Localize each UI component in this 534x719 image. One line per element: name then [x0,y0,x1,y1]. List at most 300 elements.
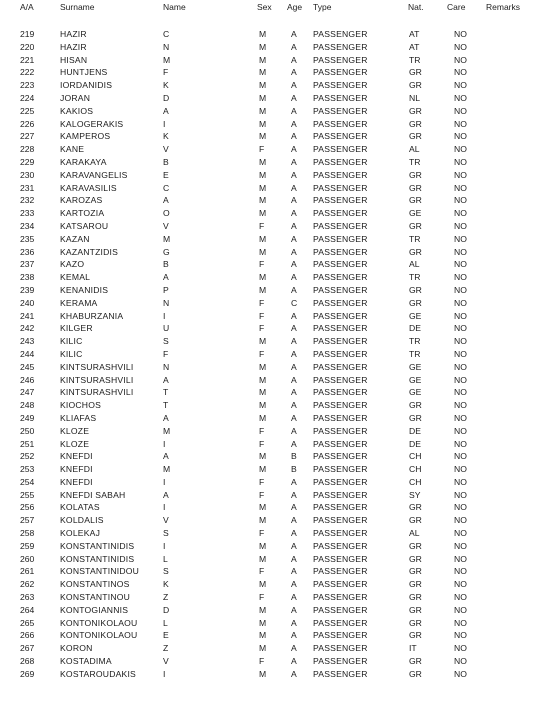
cell-surname: KOSTAROUDAKIS [60,668,136,679]
table-row [0,348,534,361]
cell-aa: 247 [20,387,35,398]
cell-name: N [163,297,170,308]
table-row [0,284,534,297]
cell-name: S [163,336,169,347]
cell-age: A [291,156,297,167]
cell-surname: KAZO [60,259,85,270]
cell-age: A [291,604,297,615]
cell-sex: M [259,156,267,167]
table-row [0,489,534,502]
cell-type: PASSENGER [313,105,368,116]
cell-care: NO [454,502,467,513]
cell-care: NO [454,29,467,39]
header-name: Name [163,2,186,12]
cell-surname: KOLEKAJ [60,528,101,539]
cell-age: A [291,131,297,142]
cell-age: A [291,540,297,551]
cell-sex: M [259,67,267,78]
cell-nat: GR [409,502,422,513]
cell-name: N [163,361,170,372]
header-aa: A/A [20,2,34,12]
cell-age: A [291,144,297,155]
cell-type: PASSENGER [313,476,368,487]
cell-sex: M [259,29,267,39]
cell-name: A [163,105,169,116]
cell-type: PASSENGER [313,566,368,577]
cell-nat: TR [409,348,421,359]
cell-care: NO [454,412,467,423]
cell-surname: KAKIOS [60,105,94,116]
cell-care: NO [454,374,467,385]
cell-care: NO [454,425,467,436]
cell-name: M [163,54,171,65]
cell-name: A [163,489,169,500]
cell-name: M [163,425,171,436]
cell-care: NO [454,451,467,462]
cell-name: P [163,284,169,295]
cell-type: PASSENGER [313,92,368,103]
cell-aa: 258 [20,528,35,539]
header-type: Type [313,2,332,12]
cell-nat: GR [409,630,422,641]
cell-sex: M [259,118,267,129]
cell-sex: F [259,310,265,321]
cell-surname: KENANIDIS [60,284,109,295]
cell-name: O [163,208,170,219]
cell-care: NO [454,67,467,78]
cell-sex: M [259,246,267,257]
cell-sex: M [259,41,267,52]
cell-nat: GR [409,604,422,615]
cell-age: A [291,54,297,65]
cell-name: V [163,656,169,667]
cell-aa: 253 [20,464,35,475]
cell-type: PASSENGER [313,643,368,654]
cell-care: NO [454,156,467,167]
cell-name: T [163,400,169,411]
cell-aa: 228 [20,144,35,155]
cell-aa: 234 [20,220,35,231]
cell-type: PASSENGER [313,208,368,219]
cell-name: F [163,348,169,359]
cell-sex: M [259,361,267,372]
cell-sex: F [259,348,265,359]
cell-name: E [163,169,169,180]
cell-age: B [291,464,297,475]
cell-care: NO [454,400,467,411]
table-row [0,386,534,399]
cell-sex: M [259,54,267,65]
cell-aa: 229 [20,156,35,167]
cell-care: NO [454,284,467,295]
cell-sex: F [259,144,265,155]
cell-nat: GR [409,105,422,116]
cell-type: PASSENGER [313,284,368,295]
cell-sex: M [259,400,267,411]
cell-surname: KONSTANTINOU [60,592,131,603]
cell-age: A [291,105,297,116]
cell-care: NO [454,323,467,334]
cell-sex: M [259,284,267,295]
cell-nat: GR [409,400,422,411]
cell-age: A [291,502,297,513]
cell-surname: KONTONIKOLAOU [60,630,138,641]
cell-nat: AL [409,259,420,270]
cell-surname: KILIC [60,336,83,347]
cell-type: PASSENGER [313,195,368,206]
cell-sex: F [259,259,265,270]
cell-sex: F [259,566,265,577]
cell-age: A [291,579,297,590]
cell-sex: M [259,387,267,398]
cell-aa: 259 [20,540,35,551]
cell-nat: GR [409,284,422,295]
cell-name: A [163,195,169,206]
cell-care: NO [454,566,467,577]
cell-name: F [163,67,169,78]
header-age: Age [287,2,303,12]
table-header [0,2,534,16]
cell-aa: 260 [20,553,35,564]
table-row [0,233,534,246]
cell-type: PASSENGER [313,246,368,257]
cell-care: NO [454,438,467,449]
cell-aa: 242 [20,323,35,334]
cell-aa: 220 [20,41,35,52]
cell-sex: F [259,476,265,487]
cell-care: NO [454,592,467,603]
table-row [0,629,534,642]
table-row [0,501,534,514]
cell-nat: GR [409,80,422,91]
cell-nat: AL [409,144,420,155]
cell-care: NO [454,80,467,91]
cell-type: PASSENGER [313,220,368,231]
cell-type: PASSENGER [313,310,368,321]
cell-name: I [163,438,166,449]
cell-name: S [163,566,169,577]
cell-age: A [291,208,297,219]
cell-sex: M [259,272,267,283]
header-care: Care [447,2,466,12]
cell-care: NO [454,41,467,52]
cell-surname: KAZANTZIDIS [60,246,119,257]
cell-surname: KANE [60,144,85,155]
cell-surname: KHABURZANIA [60,310,124,321]
table-row [0,105,534,118]
table-row [0,527,534,540]
cell-sex: M [259,374,267,385]
cell-aa: 227 [20,131,35,142]
cell-aa: 248 [20,400,35,411]
cell-aa: 241 [20,310,35,321]
table-row [0,258,534,271]
cell-age: A [291,489,297,500]
cell-name: L [163,553,168,564]
cell-nat: GR [409,246,422,257]
cell-age: A [291,195,297,206]
cell-aa: 262 [20,579,35,590]
cell-age: A [291,259,297,270]
cell-nat: TR [409,272,421,283]
cell-name: K [163,80,169,91]
cell-care: NO [454,118,467,129]
cell-nat: GR [409,297,422,308]
cell-sex: F [259,656,265,667]
cell-age: A [291,323,297,334]
table-row [0,66,534,79]
cell-aa: 269 [20,668,35,679]
cell-name: N [163,41,170,52]
cell-age: B [291,451,297,462]
cell-surname: KINTSURASHVILI [60,374,134,385]
cell-type: PASSENGER [313,131,368,142]
cell-name: V [163,515,169,526]
table-row [0,476,534,489]
cell-type: PASSENGER [313,374,368,385]
cell-aa: 246 [20,374,35,385]
cell-name: D [163,604,170,615]
cell-sex: M [259,233,267,244]
cell-type: PASSENGER [313,412,368,423]
cell-surname: KAZAN [60,233,90,244]
cell-type: PASSENGER [313,387,368,398]
cell-type: PASSENGER [313,592,368,603]
cell-surname: KALOGERAKIS [60,118,124,129]
table-row [0,578,534,591]
cell-care: NO [454,630,467,641]
cell-surname: KAMPEROS [60,131,111,142]
cell-surname: KLOZE [60,438,90,449]
cell-type: PASSENGER [313,272,368,283]
cell-sex: M [259,80,267,91]
cell-sex: F [259,438,265,449]
cell-nat: DE [409,438,421,449]
cell-name: U [163,323,170,334]
cell-nat: CH [409,451,422,462]
cell-sex: M [259,643,267,654]
cell-care: NO [454,297,467,308]
cell-name: I [163,476,166,487]
cell-surname: KONTONIKOLAOU [60,617,138,628]
cell-care: NO [454,656,467,667]
cell-care: NO [454,553,467,564]
cell-age: A [291,336,297,347]
cell-type: PASSENGER [313,54,368,65]
cell-sex: F [259,323,265,334]
cell-nat: GR [409,566,422,577]
table-row [0,156,534,169]
cell-care: NO [454,54,467,65]
cell-age: A [291,438,297,449]
cell-age: A [291,566,297,577]
cell-name: I [163,668,166,679]
cell-sex: F [259,592,265,603]
cell-surname: KARTOZIA [60,208,105,219]
table-row [0,540,534,553]
cell-nat: GE [409,374,422,385]
cell-age: A [291,592,297,603]
cell-nat: GE [409,361,422,372]
cell-sex: M [259,617,267,628]
cell-care: NO [454,464,467,475]
cell-aa: 255 [20,489,35,500]
cell-type: PASSENGER [313,233,368,244]
cell-age: A [291,387,297,398]
cell-type: PASSENGER [313,540,368,551]
cell-sex: M [259,131,267,142]
cell-name: S [163,528,169,539]
cell-surname: KARAVANGELIS [60,169,128,180]
cell-care: NO [454,515,467,526]
table-row [0,604,534,617]
cell-aa: 238 [20,272,35,283]
header-surname: Surname [60,2,95,12]
cell-care: NO [454,540,467,551]
cell-aa: 254 [20,476,35,487]
passenger-table-body [0,28,534,681]
cell-age: A [291,476,297,487]
cell-care: NO [454,169,467,180]
cell-type: PASSENGER [313,464,368,475]
table-row [0,207,534,220]
cell-aa: 222 [20,67,35,78]
table-row [0,28,534,41]
cell-type: PASSENGER [313,297,368,308]
table-row [0,361,534,374]
cell-name: I [163,118,166,129]
cell-age: A [291,233,297,244]
cell-type: PASSENGER [313,323,368,334]
cell-age: A [291,41,297,52]
cell-aa: 267 [20,643,35,654]
cell-care: NO [454,208,467,219]
cell-surname: KONSTANTINIDOU [60,566,140,577]
cell-name: Z [163,592,169,603]
header-sex: Sex [257,2,272,12]
cell-sex: F [259,489,265,500]
cell-type: PASSENGER [313,361,368,372]
cell-nat: GR [409,592,422,603]
cell-nat: NL [409,92,420,103]
cell-type: PASSENGER [313,515,368,526]
cell-type: PASSENGER [313,630,368,641]
header-nat: Nat. [408,2,424,12]
cell-age: A [291,668,297,679]
table-row [0,335,534,348]
table-row [0,297,534,310]
table-row [0,322,534,335]
cell-care: NO [454,195,467,206]
cell-name: C [163,29,170,39]
cell-name: I [163,310,166,321]
table-row [0,565,534,578]
cell-name: V [163,144,169,155]
cell-nat: TR [409,156,421,167]
cell-surname: KNEFDI [60,464,93,475]
cell-type: PASSENGER [313,348,368,359]
cell-sex: F [259,528,265,539]
cell-nat: GR [409,67,422,78]
cell-nat: GR [409,579,422,590]
cell-nat: GR [409,195,422,206]
cell-sex: M [259,604,267,615]
cell-surname: KONTOGIANNIS [60,604,129,615]
cell-sex: M [259,515,267,526]
cell-aa: 256 [20,502,35,513]
cell-care: NO [454,604,467,615]
cell-name: B [163,259,169,270]
cell-age: A [291,425,297,436]
table-row [0,143,534,156]
cell-surname: HAZIR [60,29,87,39]
cell-age: A [291,29,297,39]
table-row [0,169,534,182]
cell-nat: GR [409,656,422,667]
cell-age: A [291,617,297,628]
table-row [0,79,534,92]
cell-sex: M [259,553,267,564]
cell-name: C [163,182,170,193]
cell-name: K [163,131,169,142]
cell-type: PASSENGER [313,451,368,462]
cell-type: PASSENGER [313,425,368,436]
cell-name: B [163,156,169,167]
cell-aa: 219 [20,29,35,39]
cell-sex: M [259,208,267,219]
cell-care: NO [454,131,467,142]
cell-sex: M [259,412,267,423]
cell-aa: 265 [20,617,35,628]
cell-age: A [291,515,297,526]
cell-age: A [291,182,297,193]
cell-surname: KNEFDI SABAH [60,489,126,500]
table-row [0,617,534,630]
cell-nat: GR [409,515,422,526]
table-row [0,450,534,463]
table-row [0,271,534,284]
cell-type: PASSENGER [313,400,368,411]
cell-nat: IT [409,643,417,654]
cell-nat: AT [409,41,420,52]
cell-surname: IORDANIDIS [60,80,113,91]
cell-name: A [163,272,169,283]
cell-aa: 252 [20,451,35,462]
cell-aa: 239 [20,284,35,295]
cell-care: NO [454,489,467,500]
cell-surname: KATSAROU [60,220,109,231]
cell-aa: 226 [20,118,35,129]
cell-surname: KOLDALIS [60,515,104,526]
cell-age: A [291,361,297,372]
cell-type: PASSENGER [313,656,368,667]
cell-age: A [291,67,297,78]
cell-type: PASSENGER [313,144,368,155]
cell-nat: GR [409,540,422,551]
cell-sex: M [259,336,267,347]
cell-type: PASSENGER [313,29,368,39]
cell-type: PASSENGER [313,528,368,539]
cell-surname: KILGER [60,323,93,334]
cell-surname: KARAVASILIS [60,182,117,193]
cell-type: PASSENGER [313,668,368,679]
table-row [0,92,534,105]
cell-type: PASSENGER [313,579,368,590]
cell-age: A [291,528,297,539]
cell-name: G [163,246,170,257]
cell-aa: 240 [20,297,35,308]
cell-care: NO [454,182,467,193]
